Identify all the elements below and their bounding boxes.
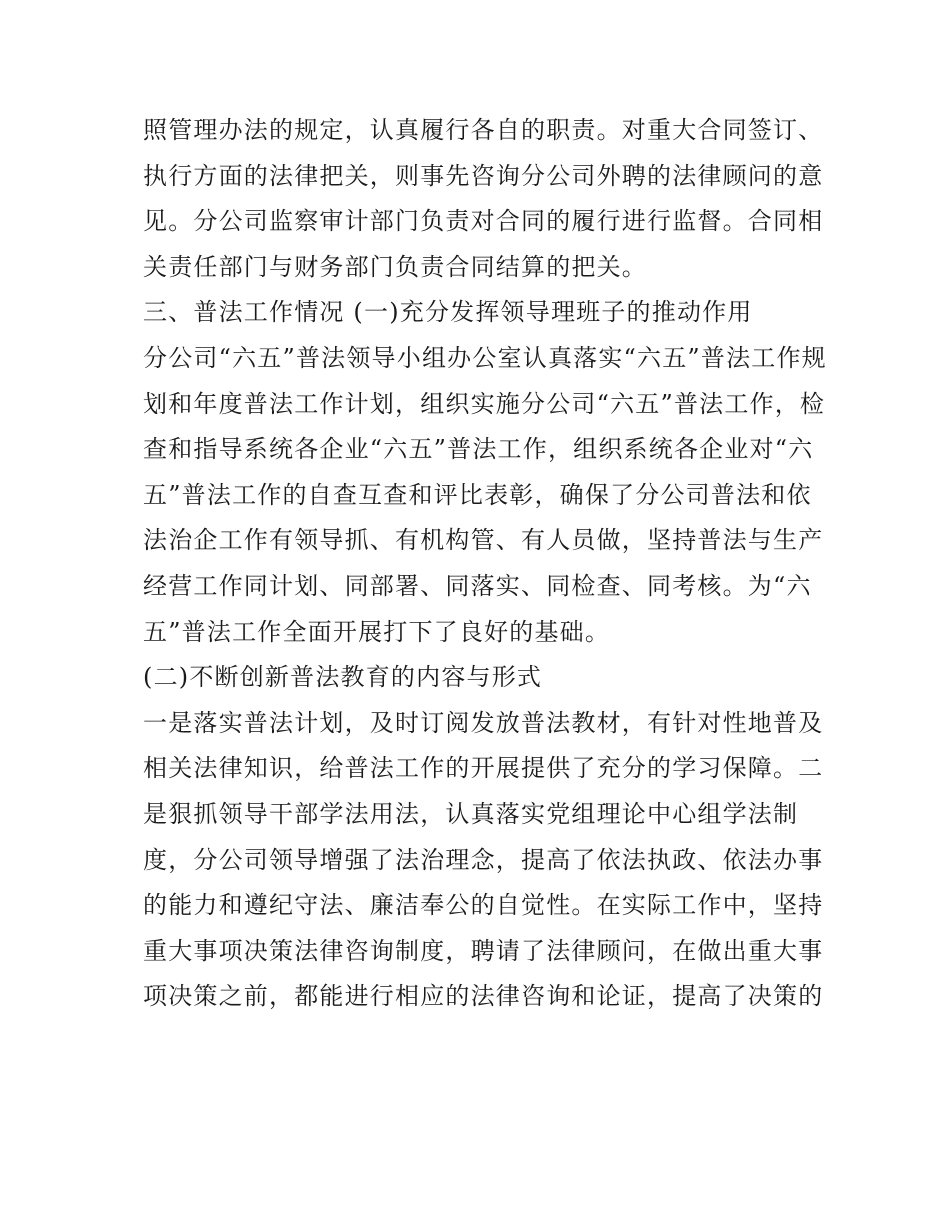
text-line: 一是落实普法计划，及时订阅发放普法教材，有针对性地普及	[143, 708, 824, 737]
text-line: 度，分公司领导增强了法治理念，提高了依法执政、依法办事	[143, 845, 824, 874]
text-line: 查和指导系统各企业“六五”普法工作，组织系统各企业对“六	[143, 435, 814, 464]
text-line: 五”普法工作的自查互查和评比表彰，确保了分公司普法和依	[143, 480, 812, 509]
text-line: 划和年度普法工作计划，组织实施分公司“六五”普法工作，检	[143, 389, 826, 418]
text-line: 是狠抓领导干部学法用法，认真落实党组理论中心组学法制	[143, 799, 799, 828]
text-line: 的能力和遵纪守法、廉洁奉公的自觉性。在实际工作中，坚持	[143, 891, 824, 920]
subsection-heading: (二)不断创新普法教育的内容与形式	[143, 663, 543, 692]
text-line: 关责任部门与财务部门负责合同结算的把关。	[143, 252, 647, 281]
text-line: 法治企工作有领导抓、有机构管、有人员做，坚持普法与生产	[143, 526, 824, 555]
section-heading: 三、普法工作情况 (一)充分发挥领导理班子的推动作用	[143, 298, 753, 327]
text-line: 重大事项决策法律咨询制度，聘请了法律顾问，在做出重大事	[143, 936, 824, 965]
text-line: 执行方面的法律把关，则事先咨询分公司外聘的法律顾问的意	[143, 161, 824, 190]
text-line: 见。分公司监察审计部门负责对合同的履行进行监督。合同相	[143, 207, 824, 236]
document-body	[143, 108, 827, 1020]
text-line: 相关法律知识，给普法工作的开展提供了充分的学习保障。二	[143, 754, 824, 783]
text-line: 分公司“六五”普法领导小组办公室认真落实“六五”普法工作规	[143, 343, 827, 372]
text-line: 经营工作同计划、同部署、同落实、同检查、同考核。为“六	[143, 571, 812, 600]
text-line: 项决策之前，都能进行相应的法律咨询和论证，提高了决策的	[143, 982, 824, 1011]
text-line: 五”普法工作全面开展打下了良好的基础。	[143, 617, 611, 646]
text-line: 照管理办法的规定，认真履行各自的职责。对重大合同签订、	[143, 116, 824, 144]
